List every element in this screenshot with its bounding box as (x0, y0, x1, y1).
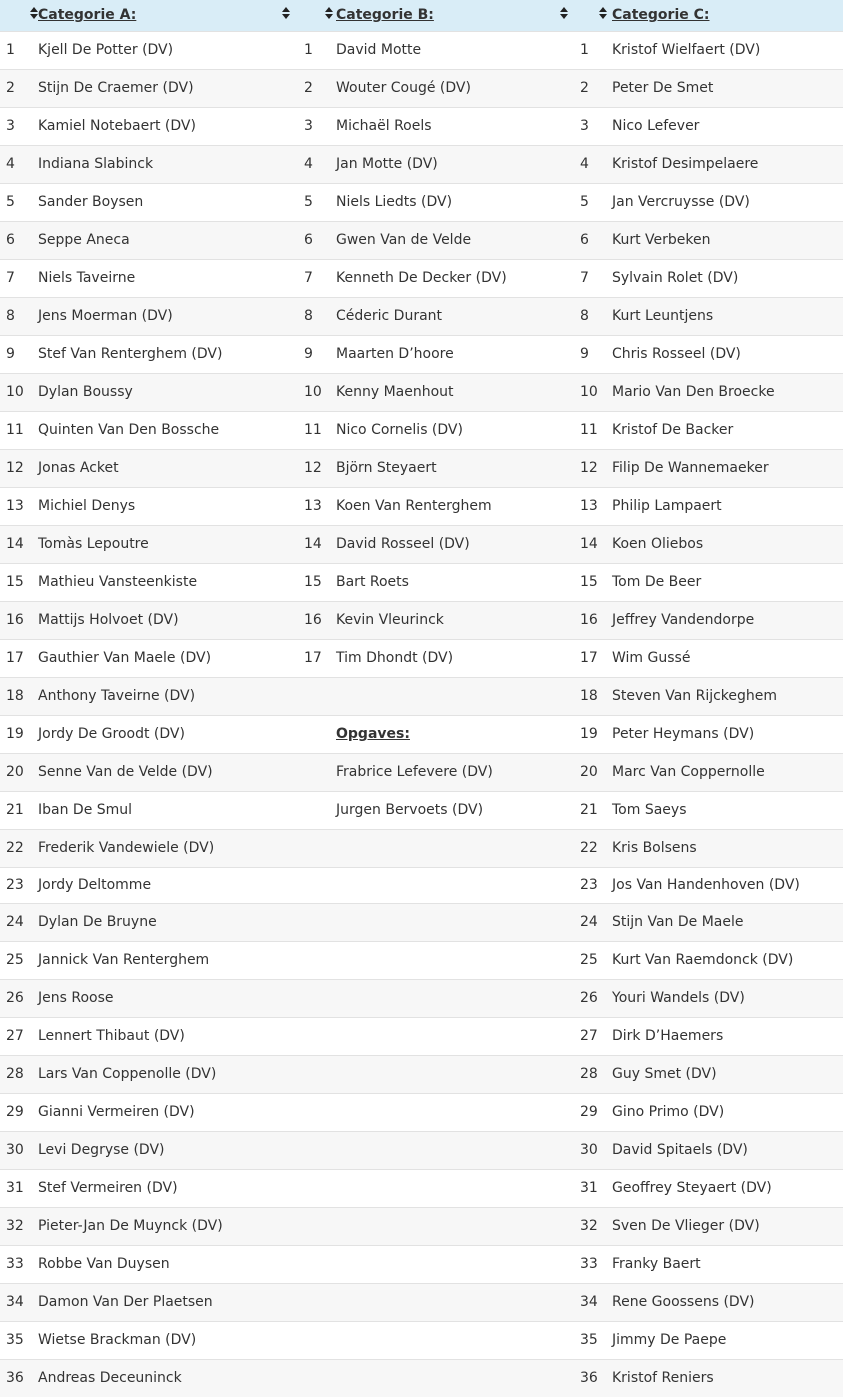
table-row (0, 487, 843, 525)
rank-b-cell (296, 715, 326, 753)
name-b-cell (326, 1055, 570, 1093)
name-b-cell: Kevin Vleurinck (336, 612, 444, 628)
table-row (0, 1169, 843, 1207)
column-header-a[interactable] (28, 0, 296, 31)
name-c-cell: Tom Saeys (612, 802, 687, 818)
name-b-cell (326, 677, 570, 715)
table-row (0, 145, 843, 183)
table-row (0, 979, 843, 1017)
rank-a-cell: 20 (6, 764, 24, 780)
table-row (0, 1207, 843, 1245)
rank-c-cell: 5 (580, 194, 589, 210)
rank-a-cell: 3 (6, 118, 15, 134)
table-row (0, 791, 843, 829)
name-a-cell: Jens Moerman (DV) (38, 308, 173, 324)
rank-a-cell: 4 (6, 156, 15, 172)
name-b-cell: Jan Motte (DV) (336, 156, 438, 172)
rank-a-cell: 6 (6, 232, 15, 248)
name-c-cell: Kurt Verbeken (612, 232, 711, 248)
name-a-cell: Mathieu Vansteenkiste (38, 574, 198, 590)
rank-b-cell (296, 1169, 326, 1207)
rank-a-cell: 27 (6, 1028, 24, 1044)
rank-c-cell: 6 (580, 232, 589, 248)
rank-c-cell: 8 (580, 308, 589, 324)
table-row (0, 1321, 843, 1359)
name-a-cell: Michiel Denys (38, 498, 136, 514)
rank-b-cell: 8 (304, 308, 313, 324)
name-a-cell: Niels Taveirne (38, 270, 136, 286)
rank-b-cell: 3 (304, 118, 313, 134)
name-a-cell: Dylan De Bruyne (38, 914, 157, 930)
column-header-b-label: Categorie B: (336, 7, 434, 24)
name-b-cell (326, 1245, 570, 1283)
rank-a-cell: 12 (6, 460, 24, 476)
rank-c-cell: 20 (580, 764, 598, 780)
rank-b-cell: 1 (304, 42, 313, 58)
rank-a-cell: 32 (6, 1218, 24, 1234)
rank-c-cell: 23 (580, 877, 598, 893)
name-b-cell: Kenneth De Decker (DV) (336, 270, 507, 286)
rank-a-cell: 28 (6, 1066, 24, 1082)
name-c-cell: Kurt Van Raemdonck (DV) (612, 952, 794, 968)
rank-c-cell: 29 (580, 1104, 598, 1120)
name-b-cell: Koen Van Renterghem (336, 498, 492, 514)
rank-a-cell: 24 (6, 914, 24, 930)
rank-a-cell: 16 (6, 612, 24, 628)
rank-b-cell (296, 903, 326, 941)
rank-a-cell: 19 (6, 726, 24, 742)
name-b-cell: Jurgen Bervoets (DV) (336, 802, 484, 818)
rank-a-cell: 1 (6, 42, 15, 58)
name-b-cell: Nico Cornelis (DV) (336, 422, 463, 438)
rank-c-cell: 9 (580, 346, 589, 362)
name-a-cell: Jens Roose (38, 990, 114, 1006)
name-a-cell: Senne Van de Velde (DV) (38, 764, 213, 780)
name-c-cell: Nico Lefever (612, 118, 700, 134)
rank-b-cell (296, 941, 326, 979)
table-row (0, 639, 843, 677)
rank-c-cell: 15 (580, 574, 598, 590)
name-a-cell: Sander Boysen (38, 194, 144, 210)
name-a-cell: Kjell De Potter (DV) (38, 42, 174, 58)
table-row (0, 1093, 843, 1131)
table-row (0, 601, 843, 639)
rank-b-cell (296, 791, 326, 829)
table-row (0, 563, 843, 601)
column-header-b[interactable] (326, 0, 570, 31)
rank-b-cell (296, 1131, 326, 1169)
column-header-a-number[interactable] (0, 0, 28, 31)
name-a-cell: Gauthier Van Maele (DV) (38, 650, 212, 666)
name-a-cell: Iban De Smul (38, 802, 133, 818)
name-a-cell: Indiana Slabinck (38, 156, 154, 172)
table-row (0, 867, 843, 903)
name-a-cell: Gianni Vermeiren (DV) (38, 1104, 195, 1120)
rank-c-cell: 11 (580, 422, 598, 438)
rank-c-cell: 25 (580, 952, 598, 968)
name-c-cell: David Spitaels (DV) (612, 1142, 748, 1158)
name-b-cell: Michaël Roels (336, 118, 432, 134)
name-b-cell (326, 903, 570, 941)
rank-b-cell (296, 979, 326, 1017)
name-c-cell: Kurt Leuntjens (612, 308, 714, 324)
rank-c-cell: 7 (580, 270, 589, 286)
rank-a-cell: 35 (6, 1332, 24, 1348)
table-row (0, 525, 843, 563)
rank-c-cell: 30 (580, 1142, 598, 1158)
rank-b-cell: 15 (304, 574, 322, 590)
name-a-cell: Andreas Deceuninck (38, 1370, 182, 1387)
rank-c-cell: 18 (580, 688, 598, 704)
rank-b-cell (296, 867, 326, 903)
name-b-cell (326, 1017, 570, 1055)
name-b-cell (326, 1169, 570, 1207)
table-row (0, 1245, 843, 1283)
name-b-cell: Frabrice Lefevere (DV) (336, 764, 493, 780)
table-row (0, 1359, 843, 1397)
name-b-cell: Kenny Maenhout (336, 384, 454, 400)
name-b-cell: Tim Dhondt (DV) (336, 650, 454, 666)
name-a-cell: Tomàs Lepoutre (38, 536, 149, 552)
withdrawals-heading: Opgaves: (336, 726, 410, 742)
name-c-cell: Jos Van Handenhoven (DV) (612, 877, 800, 893)
table-row (0, 1283, 843, 1321)
table-row (0, 411, 843, 449)
rank-c-cell: 16 (580, 612, 598, 628)
name-c-cell: Peter Heymans (DV) (612, 726, 755, 742)
table-header-row (0, 0, 843, 31)
rank-a-cell: 31 (6, 1180, 24, 1196)
name-b-cell (326, 867, 570, 903)
rank-a-cell: 15 (6, 574, 24, 590)
name-a-cell: Stef Van Renterghem (DV) (38, 346, 223, 362)
name-c-cell: Franky Baert (612, 1256, 701, 1272)
name-c-cell: Marc Van Coppernolle (612, 764, 765, 780)
name-b-cell (326, 1131, 570, 1169)
rank-a-cell: 7 (6, 270, 15, 286)
name-c-cell: Kristof Reniers (612, 1370, 714, 1387)
column-header-c-label: Categorie C: (612, 7, 710, 24)
name-a-cell: Stijn De Craemer (DV) (38, 80, 194, 96)
name-c-cell: Mario Van Den Broecke (612, 384, 775, 400)
rank-c-cell: 27 (580, 1028, 598, 1044)
table-row (0, 107, 843, 145)
rank-c-cell: 28 (580, 1066, 598, 1082)
rank-b-cell (296, 829, 326, 867)
name-b-cell: Maarten D’hoore (336, 346, 454, 362)
name-c-cell: Tom De Beer (612, 574, 702, 590)
sort-updown-icon[interactable] (560, 6, 568, 20)
rank-b-cell (296, 1245, 326, 1283)
name-a-cell: Jordy De Groodt (DV) (38, 726, 185, 742)
rank-b-cell (296, 1055, 326, 1093)
rank-c-cell: 3 (580, 118, 589, 134)
rank-a-cell: 36 (6, 1370, 24, 1387)
rank-c-cell: 34 (580, 1294, 598, 1310)
name-c-cell: Kris Bolsens (612, 840, 697, 856)
rank-a-cell: 34 (6, 1294, 24, 1310)
name-c-cell: Philip Lampaert (612, 498, 722, 514)
rank-b-cell (296, 1321, 326, 1359)
name-b-cell: David Motte (336, 42, 422, 58)
rank-b-cell (296, 677, 326, 715)
name-a-cell: Seppe Aneca (38, 232, 130, 248)
name-b-cell (326, 1321, 570, 1359)
name-c-cell: Rene Goossens (DV) (612, 1294, 755, 1310)
rank-b-cell: 7 (304, 270, 313, 286)
rank-c-cell: 22 (580, 840, 598, 856)
rank-b-cell: 10 (304, 384, 322, 400)
name-b-cell: David Rosseel (DV) (336, 536, 470, 552)
rank-b-cell: 9 (304, 346, 313, 362)
table-row (0, 941, 843, 979)
name-c-cell: Sven De Vlieger (DV) (612, 1218, 760, 1234)
rank-c-cell: 10 (580, 384, 598, 400)
rank-c-cell: 21 (580, 802, 598, 818)
name-a-cell: Anthony Taveirne (DV) (38, 688, 196, 704)
rank-c-cell: 12 (580, 460, 598, 476)
rank-c-cell: 32 (580, 1218, 598, 1234)
name-b-cell (326, 979, 570, 1017)
table-row (0, 715, 843, 753)
name-c-cell: Sylvain Rolet (DV) (612, 270, 739, 286)
rank-b-cell: 16 (304, 612, 322, 628)
table-row (0, 221, 843, 259)
name-a-cell: Wietse Brackman (DV) (38, 1332, 197, 1348)
name-a-cell: Kamiel Notebaert (DV) (38, 118, 196, 134)
rank-a-cell: 14 (6, 536, 24, 552)
rank-a-cell: 25 (6, 952, 24, 968)
name-a-cell: Robbe Van Duysen (38, 1256, 170, 1272)
rank-c-cell: 24 (580, 914, 598, 930)
name-a-cell: Lars Van Coppenolle (DV) (38, 1066, 217, 1082)
name-c-cell: Filip De Wannemaeker (612, 460, 769, 476)
rank-c-cell: 26 (580, 990, 598, 1006)
rank-a-cell: 29 (6, 1104, 24, 1120)
rank-a-cell: 30 (6, 1142, 24, 1158)
name-c-cell: Dirk D’Haemers (612, 1028, 724, 1044)
name-c-cell: Chris Rosseel (DV) (612, 346, 741, 362)
rank-c-cell: 14 (580, 536, 598, 552)
name-a-cell: Dylan Boussy (38, 384, 133, 400)
name-b-cell: Wouter Cougé (DV) (336, 80, 471, 96)
rank-a-cell: 2 (6, 80, 15, 96)
rank-a-cell: 18 (6, 688, 24, 704)
table-row (0, 1017, 843, 1055)
rank-c-cell: 17 (580, 650, 598, 666)
column-header-b-number[interactable] (296, 0, 326, 31)
rank-c-cell: 33 (580, 1256, 598, 1272)
rank-b-cell: 2 (304, 80, 313, 96)
table-row (0, 449, 843, 487)
rank-a-cell: 26 (6, 990, 24, 1006)
name-b-cell: Bart Roets (336, 574, 409, 590)
rank-a-cell: 21 (6, 802, 24, 818)
rank-a-cell: 9 (6, 346, 15, 362)
rank-b-cell: 12 (304, 460, 322, 476)
table-row (0, 69, 843, 107)
name-a-cell: Pieter-Jan De Muynck (DV) (38, 1218, 223, 1234)
name-c-cell: Youri Wandels (DV) (612, 990, 745, 1006)
rank-a-cell: 5 (6, 194, 15, 210)
rank-c-cell: 35 (580, 1332, 598, 1348)
name-b-cell (326, 1283, 570, 1321)
name-c-cell: Wim Gussé (612, 650, 691, 666)
name-b-cell: Niels Liedts (DV) (336, 194, 453, 210)
name-b-cell: Céderic Durant (336, 308, 443, 324)
sort-updown-icon[interactable] (282, 6, 290, 20)
column-header-c-number[interactable] (570, 0, 602, 31)
rank-b-cell: 11 (304, 422, 322, 438)
name-b-cell (326, 1207, 570, 1245)
name-a-cell: Damon Van Der Plaetsen (38, 1294, 213, 1310)
rank-b-cell: 17 (304, 650, 322, 666)
rank-a-cell: 8 (6, 308, 15, 324)
name-c-cell: Geoffrey Steyaert (DV) (612, 1180, 772, 1196)
name-b-cell (326, 941, 570, 979)
rank-a-cell: 13 (6, 498, 24, 514)
name-c-cell: Kristof Wielfaert (DV) (612, 42, 761, 58)
rank-a-cell: 17 (6, 650, 24, 666)
name-c-cell: Steven Van Rijckeghem (612, 688, 778, 704)
rank-c-cell: 36 (580, 1370, 598, 1387)
name-a-cell: Mattijs Holvoet (DV) (38, 612, 179, 628)
table-body (0, 31, 843, 1397)
rank-b-cell: 5 (304, 194, 313, 210)
rank-c-cell: 1 (580, 42, 589, 58)
column-header-a-label: Categorie A: (38, 7, 137, 24)
table-row (0, 677, 843, 715)
name-b-cell (326, 1093, 570, 1131)
table-row (0, 259, 843, 297)
name-a-cell: Frederik Vandewiele (DV) (38, 840, 215, 856)
rank-a-cell: 33 (6, 1256, 24, 1272)
table-row (0, 183, 843, 221)
name-c-cell: Jan Vercruysse (DV) (612, 194, 750, 210)
table-row (0, 1131, 843, 1169)
table-row (0, 335, 843, 373)
name-a-cell: Quinten Van Den Bossche (38, 422, 220, 438)
name-a-cell: Stef Vermeiren (DV) (38, 1180, 178, 1196)
name-c-cell: Kristof De Backer (612, 422, 734, 438)
rank-b-cell: 14 (304, 536, 322, 552)
name-c-cell: Jeffrey Vandendorpe (612, 612, 755, 628)
rank-b-cell (296, 1359, 326, 1397)
table-row (0, 373, 843, 411)
rank-b-cell: 6 (304, 232, 313, 248)
rank-a-cell: 11 (6, 422, 24, 438)
rank-a-cell: 10 (6, 384, 24, 400)
table-row (0, 903, 843, 941)
name-b-cell (326, 829, 570, 867)
rank-b-cell (296, 1283, 326, 1321)
table-row (0, 1055, 843, 1093)
name-c-cell: Guy Smet (DV) (612, 1066, 717, 1082)
name-a-cell: Jonas Acket (38, 460, 119, 476)
name-c-cell: Kristof Desimpelaere (612, 156, 759, 172)
rank-c-cell: 19 (580, 726, 598, 742)
rank-b-cell (296, 1093, 326, 1131)
rank-a-cell: 22 (6, 840, 24, 856)
name-b-cell (326, 1359, 570, 1397)
table-row (0, 297, 843, 335)
name-b-cell: Björn Steyaert (336, 460, 437, 476)
rank-b-cell: 4 (304, 156, 313, 172)
table-row (0, 829, 843, 867)
name-b-cell: Gwen Van de Velde (336, 232, 472, 248)
rank-b-cell (296, 1017, 326, 1055)
rank-b-cell (296, 1207, 326, 1245)
column-header-c[interactable] (602, 0, 843, 31)
rank-b-cell (296, 753, 326, 791)
name-c-cell: Koen Oliebos (612, 536, 704, 552)
rank-c-cell: 4 (580, 156, 589, 172)
name-c-cell: Peter De Smet (612, 80, 714, 96)
name-a-cell: Jannick Van Renterghem (38, 952, 210, 968)
rank-c-cell: 13 (580, 498, 598, 514)
name-a-cell: Levi Degryse (DV) (38, 1142, 165, 1158)
name-c-cell: Stijn Van De Maele (612, 914, 744, 930)
name-c-cell: Gino Primo (DV) (612, 1104, 725, 1120)
name-a-cell: Jordy Deltomme (38, 877, 152, 893)
name-a-cell: Lennert Thibaut (DV) (38, 1028, 185, 1044)
table-row (0, 31, 843, 69)
rank-c-cell: 2 (580, 80, 589, 96)
rank-c-cell: 31 (580, 1180, 598, 1196)
table-row (0, 753, 843, 791)
name-c-cell: Jimmy De Paepe (612, 1332, 727, 1348)
rank-b-cell: 13 (304, 498, 322, 514)
rank-a-cell: 23 (6, 877, 24, 893)
